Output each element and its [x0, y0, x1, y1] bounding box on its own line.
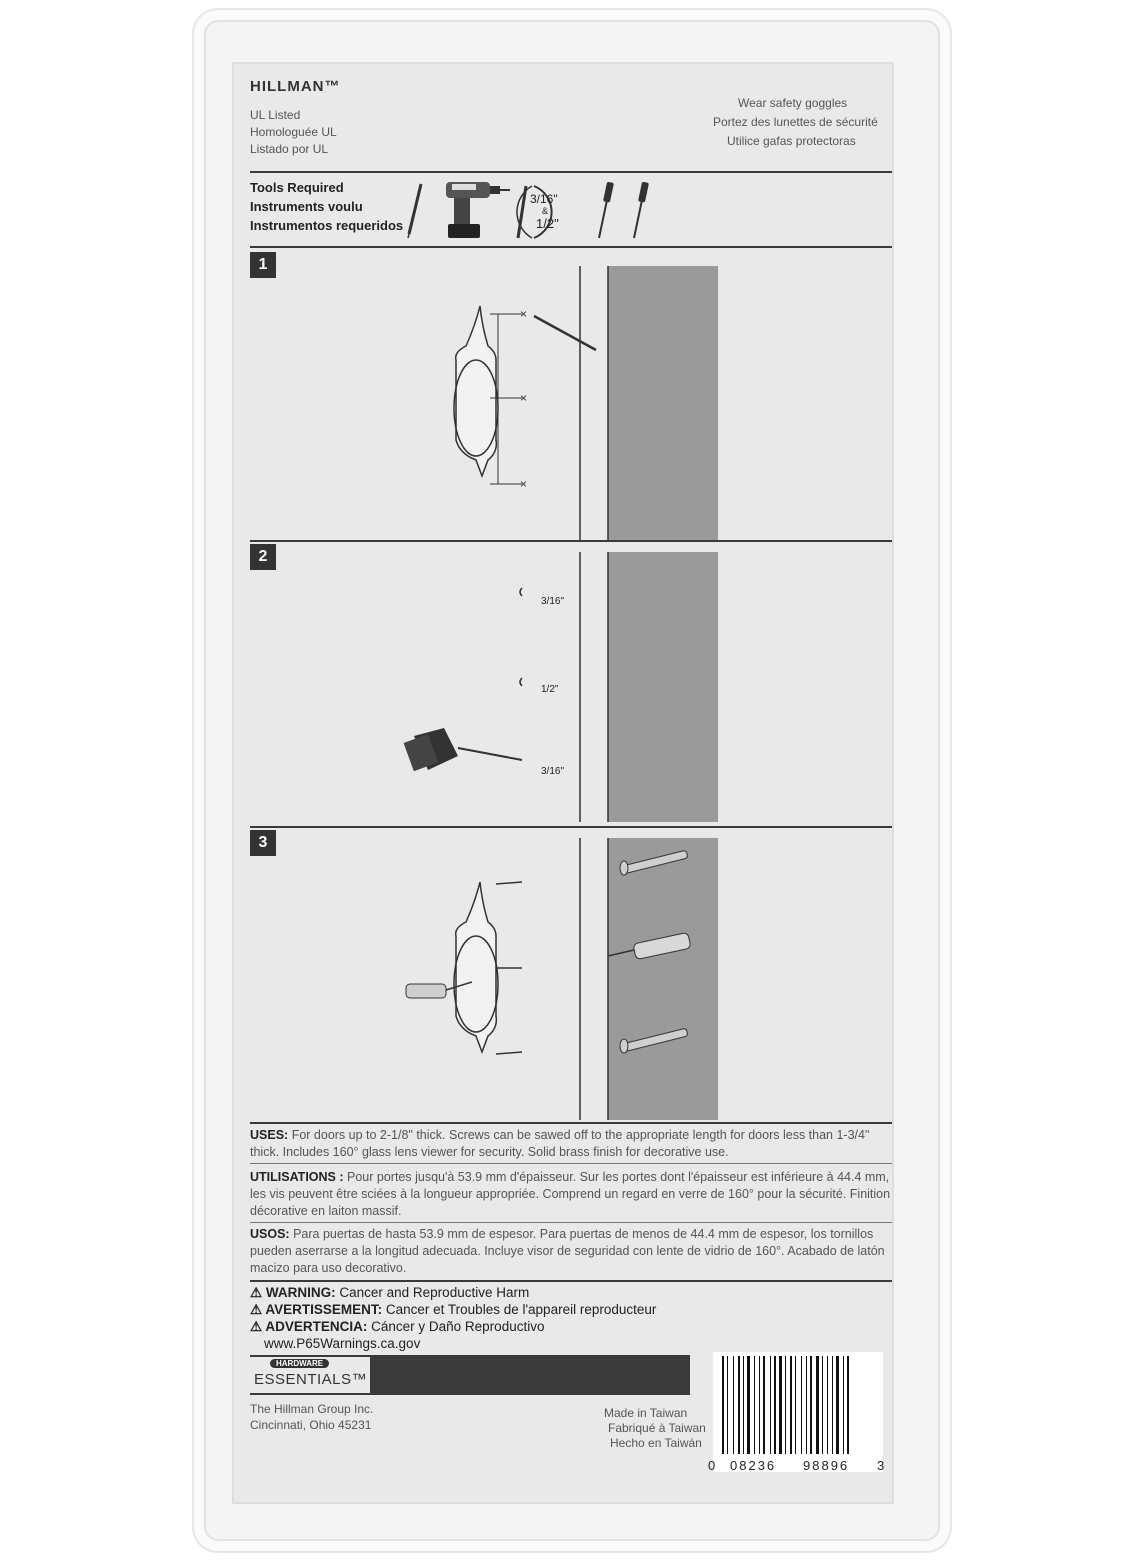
svg-text:×: × [520, 391, 528, 405]
bit-size-a: 3/16" [530, 192, 558, 206]
tools-divider [250, 246, 892, 248]
step-1-divider [250, 540, 892, 542]
uses-es-label: USOS: [250, 1227, 290, 1241]
uses-fr-label: UTILISATIONS : [250, 1170, 344, 1184]
bit-size-and: & [542, 206, 549, 216]
ul-listed-fr: Homologuée UL [250, 125, 337, 139]
uses-es-text-3: macizo para uso decorativo. [250, 1261, 407, 1275]
pencil-icon [405, 180, 425, 240]
uses-fr-line-1 [250, 1170, 889, 1184]
step-2-label-mid: 1/2" [541, 684, 559, 695]
safety-en: Wear safety goggles [738, 96, 848, 110]
uses-en-text-1: For doors up to 2-1/8" thick. Screws can be sawed off to the appropriate length for doors less than 1-3/4" [291, 1128, 870, 1142]
uses-fr-text-1: Pour portes jusqu'à 53.9 mm d'épaisseur. Sur les portes dont l'épaisseur est inférieure à 44.4 mm, [347, 1170, 890, 1184]
svg-text:×: × [520, 477, 528, 491]
origin-en: Made in Taiwan [604, 1406, 688, 1420]
barcode-right-digit: 3 [877, 1458, 885, 1473]
warning-es-text: Cáncer y Daño Reproductivo [371, 1319, 545, 1334]
step-1-illustration [250, 258, 892, 540]
warning-fr-text: Cancer et Troubles de l'appareil reproducteur [385, 1302, 657, 1317]
step-2-divider [250, 826, 892, 828]
safety-fr: Portez des lunettes de sécurité [713, 115, 878, 129]
uses-fr-text-2: les vis peuvent être sciées à la longueur appropriée. Comprend un regard en verre de 160° pour la sécurité. Finition [250, 1187, 891, 1201]
barcode-bars [722, 1356, 876, 1460]
warning-es [250, 1319, 544, 1335]
uses-fr-divider [250, 1222, 892, 1223]
warning-en [250, 1285, 529, 1301]
tools-en: Tools Required [250, 180, 344, 195]
uses-en-line-1 [250, 1128, 869, 1142]
step-2-number: 2 [250, 544, 276, 570]
warning-url: www.P65Warnings.ca.gov [264, 1336, 421, 1351]
uses-es-text-1: Para puertas de hasta 53.9 mm de espesor. Para puertas de menos de 44.4 mm de espesor, los tornillos [293, 1227, 874, 1241]
hardware-essentials-logo [250, 1357, 370, 1393]
uses-en-label: USES: [250, 1128, 289, 1142]
uses-fr-text-3: décorative en laiton massif. [250, 1204, 402, 1218]
logo-top: HARDWARE [270, 1359, 329, 1368]
brand-logo: HILLMAN™ [250, 78, 341, 95]
step-2-illustration [250, 548, 892, 826]
ul-listed-es: Listado por UL [250, 142, 329, 156]
uses-es-text-2: pueden aserrarse a la longitud adecuada. Incluye visor de seguridad con lente de vidrio de 160°. Acabado de latón [250, 1244, 885, 1258]
header-divider [250, 171, 892, 173]
warning-fr-label: ⚠ AVERTISSEMENT: [250, 1302, 383, 1317]
warning-fr [250, 1302, 656, 1318]
drill-icon [440, 178, 512, 242]
origin-fr: Fabriqué à Taiwan [608, 1421, 706, 1435]
company-name: The Hillman Group Inc. [250, 1402, 374, 1416]
tools-fr: Instruments voulu [250, 199, 363, 214]
warning-en-label: ⚠ WARNING: [250, 1285, 336, 1300]
step-2-label-top: 3/16" [541, 596, 565, 607]
step-2-label-drill: 3/16" [541, 766, 565, 777]
barcode-left-digit: 0 [708, 1458, 716, 1473]
uses-divider [250, 1280, 892, 1282]
company-address: Cincinnati, Ohio 45231 [250, 1418, 372, 1432]
warning-en-text: Cancer and Reproductive Harm [339, 1285, 530, 1300]
screwdriver-icon-2 [630, 180, 650, 242]
step-3-illustration [250, 834, 892, 1122]
tools-es: Instrumentos requeridos [250, 218, 404, 233]
screwdriver-icon [595, 180, 615, 242]
ul-listed-en: UL Listed [250, 108, 301, 122]
uses-en-text-2: thick. Includes 160° glass lens viewer for security. Solid brass finish for decorative use. [250, 1145, 729, 1159]
barcode-group-2: 98896 [803, 1458, 850, 1473]
uses-es-line-1 [250, 1227, 873, 1241]
barcode-group-1: 08236 [730, 1458, 777, 1473]
bit-size-b: 1/2" [536, 216, 559, 231]
svg-text:×: × [520, 307, 528, 321]
origin-es: Hecho en Taiwán [610, 1436, 702, 1450]
step-3-number: 3 [250, 830, 276, 856]
safety-es: Utilice gafas protectoras [727, 134, 856, 148]
warning-es-label: ⚠ ADVERTENCIA: [250, 1319, 368, 1334]
step-3-divider [250, 1122, 892, 1124]
logo-bottom: ESSENTIALS™ [254, 1371, 368, 1388]
uses-en-divider [250, 1163, 892, 1164]
step-1-number: 1 [250, 252, 276, 278]
